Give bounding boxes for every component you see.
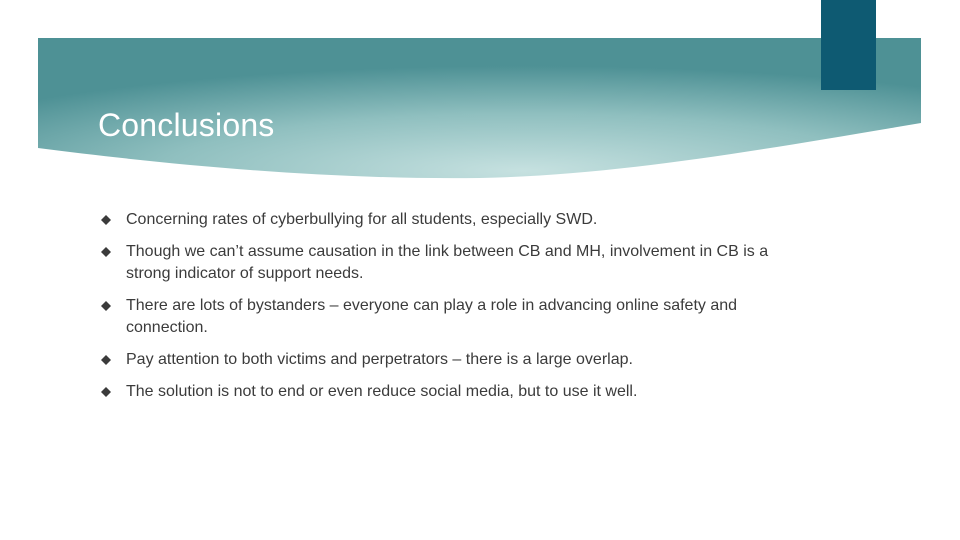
bullet-text: Pay attention to both victims and perpetrators – there is a large overlap. [126,351,633,368]
diamond-icon [101,387,111,397]
diamond-icon [101,355,111,365]
bullet-text: There are lots of bystanders – everyone can play a role in advancing online safety and connection. [126,297,738,336]
list-item [101,209,791,231]
bullet-text: The solution is not to end or even reduce social media, but to use it well. [126,383,638,400]
diamond-icon [101,301,111,311]
bullet-text: Though we can’t assume causation in the link between CB and MH, involvement in CB is a strong indicator of support needs. [126,243,769,282]
diamond-icon [101,247,111,257]
slide-title: Conclusions [98,107,275,144]
bullet-text: Concerning rates of cyberbullying for all students, especially SWD. [126,211,598,228]
bullet-list [101,209,791,413]
list-item [101,349,791,371]
diamond-icon [101,215,111,225]
list-item [101,295,791,339]
list-item [101,381,791,403]
list-item [101,241,791,285]
accent-bar [821,0,876,90]
